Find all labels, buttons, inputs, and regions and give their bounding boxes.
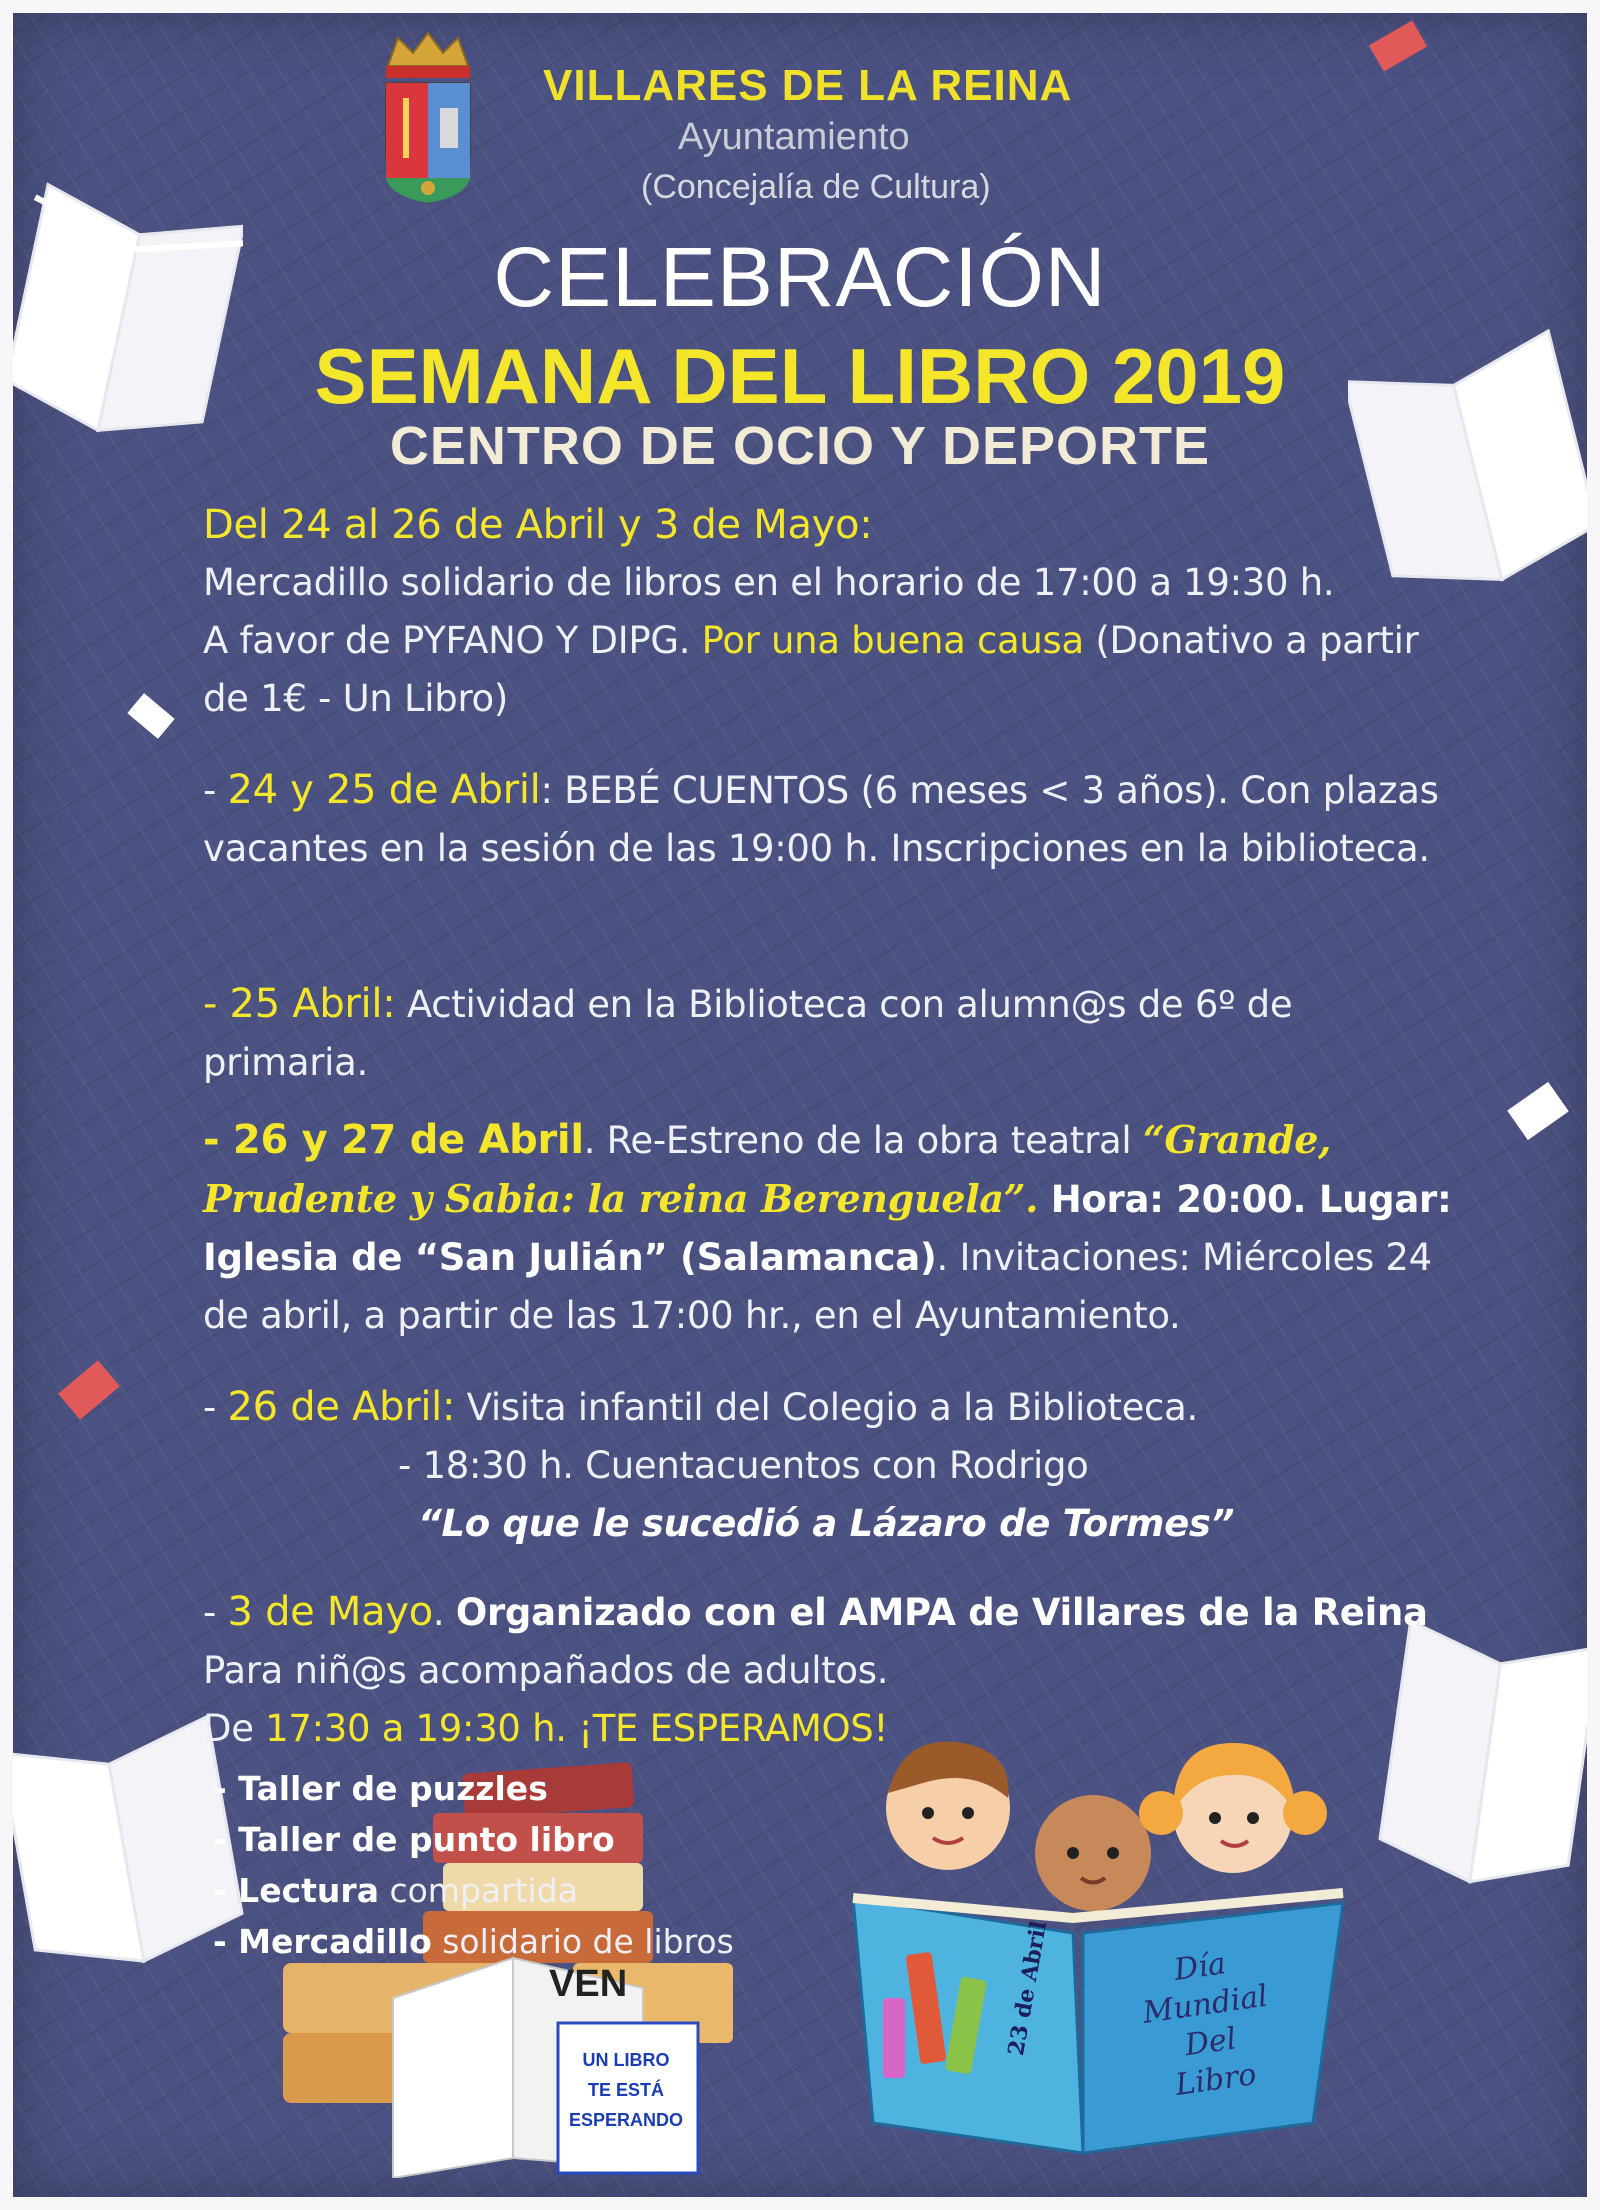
event-bold-text: Organizado con el AMPA de Villares de la Reina xyxy=(455,1591,1428,1634)
event-date: 26 de Abril: xyxy=(227,1384,456,1430)
coat-of-arms-icon xyxy=(378,28,478,208)
event-date: 3 de Mayo xyxy=(227,1589,433,1635)
children-reading-illustration xyxy=(843,1713,1363,2173)
event-text: A favor de PYFANO Y DIPG. xyxy=(203,619,702,662)
title-semana-del-libro: SEMANA DEL LIBRO 2019 xyxy=(314,332,1286,420)
activity-text: compartida xyxy=(378,1871,578,1910)
activity-bold: - Taller de puzzles xyxy=(213,1769,548,1808)
sign-line: ESPERANDO xyxy=(568,2110,684,2130)
event-text: . Re-Estreno de la obra teatral xyxy=(583,1119,1143,1162)
event-date: - 25 Abril: xyxy=(203,981,396,1027)
activity-bold: - Taller de punto libro xyxy=(213,1820,615,1859)
event-date: 24 y 25 de Abril xyxy=(227,767,541,813)
title-centro: CENTRO DE OCIO Y DEPORTE xyxy=(389,416,1211,476)
highlight-text: Por una buena causa xyxy=(701,619,1084,662)
tag-decoration xyxy=(1507,1082,1569,1140)
activity-bold: - Lectura xyxy=(213,1871,379,1910)
event-text: De xyxy=(203,1707,266,1750)
event-bold-text: Hora: 20:00. Lugar: Iglesia de “San Julián” (Salamanca) xyxy=(203,1178,1452,1279)
event-actividad xyxy=(203,975,1453,1092)
event-text: . Invitaciones: Miércoles 24 de abril, a partir de las 17:00 hr., en el Ayuntamiento. xyxy=(203,1236,1432,1337)
activity-item xyxy=(213,1916,734,1967)
event-time: 17:30 a 19:30 h. ¡TE ESPERAMOS! xyxy=(265,1707,889,1750)
event-text: BEBÉ CUENTOS (6 meses < 3 años). Con plazas vacantes en la sesión de las 19:00 h. Inscripciones en la biblioteca. xyxy=(203,769,1439,870)
play-title: “Grande, Prudente y Sabia: la reina Berenguela”. xyxy=(203,1117,1332,1221)
event-dash: - xyxy=(203,1591,228,1634)
un-libro-sign xyxy=(561,2045,691,2135)
book-title-line: Del xyxy=(1182,2021,1239,2064)
sign-line: TE ESTÁ xyxy=(587,2080,664,2100)
event-dash: - xyxy=(203,769,228,812)
book-title-line: Día Mundial xyxy=(1140,1946,1270,2031)
tag-decoration xyxy=(58,1360,120,1419)
event-date: Del 24 al 26 de Abril y 3 de Mayo: xyxy=(203,502,873,548)
event-mercadillo xyxy=(203,496,1453,728)
event-text: Actividad en la Biblioteca con alumn@s de 6º de primaria. xyxy=(203,983,1293,1084)
sign-line: UN LIBRO xyxy=(582,2050,670,2070)
event-teatro xyxy=(203,1111,1453,1345)
event-dash: - xyxy=(203,1386,228,1429)
book-spine-date: 23 de Abril xyxy=(1003,1918,1053,2058)
title-celebracion: CELEBRACIÓN xyxy=(493,230,1107,324)
story-title: “Lo que le sucedió a Lázaro de Tormes” xyxy=(418,1502,1235,1545)
concejalia-label: (Concejalía de Cultura) xyxy=(641,168,991,206)
poster xyxy=(13,13,1587,2197)
ayuntamiento-label: Ayuntamiento xyxy=(678,116,910,158)
event-text: Para niñ@s acompañados de adultos. xyxy=(203,1649,889,1692)
event-bebe-cuentos xyxy=(203,761,1453,878)
event-date: - 26 y 27 de Abril xyxy=(203,1117,584,1163)
activity-item xyxy=(213,1814,734,1865)
tag-decoration xyxy=(127,693,174,739)
activity-item xyxy=(213,1763,734,1814)
event-subline: - 18:30 h. Cuentacuentos con Rodrigo xyxy=(398,1444,1089,1487)
activities-list xyxy=(213,1763,734,1967)
book-title-line: Libro xyxy=(1173,2056,1259,2103)
event-dot: . xyxy=(432,1591,456,1634)
event-visita xyxy=(203,1378,1453,1553)
ven-label: VEN xyxy=(549,1963,628,2005)
event-text: (Donativo a partir de 1€ - Un Libro) xyxy=(203,619,1419,720)
event-text: Mercadillo solidario de libros en el horario de 17:00 a 19:30 h. xyxy=(203,561,1335,604)
book-title xyxy=(1113,1937,1303,2111)
activity-text: solidario de libros xyxy=(431,1922,734,1961)
tag-decoration xyxy=(1369,21,1427,72)
event-text: Visita infantil del Colegio a la Biblioteca. xyxy=(455,1386,1198,1429)
event-colon: : xyxy=(540,769,565,812)
town-name: VILLARES DE LA REINA xyxy=(543,61,1073,110)
activity-bold: - Mercadillo xyxy=(213,1922,432,1961)
activity-item xyxy=(213,1865,734,1916)
